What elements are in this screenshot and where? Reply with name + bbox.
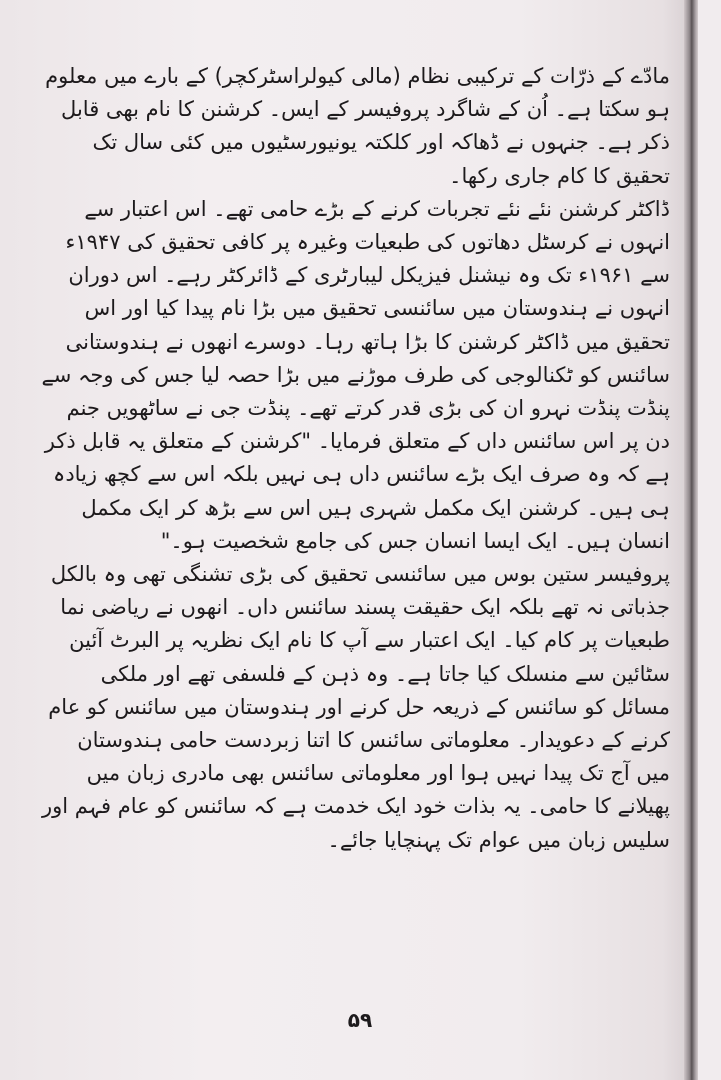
paragraph-2: ڈاکٹر کرشنن نئے نئے تجربات کرنے کے بڑے حامی تھے۔ اس اعتبار سے انہوں نے کرسٹل دھاتوں کی طبعیات وغیرہ پر کافی تحقیق کی ۱۹۴۷ء سے ۱۹۶۱ء تک وہ نیشنل فیزیکل لیبارٹری کے ڈائرکٹر رہے۔ اس دوران انہوں نے ہندوستان میں سائنسی تحقیق میں بڑا نام پیدا کیا اور اس تحقیق میں ڈاکٹر کرشنن کا بڑا ہاتھ رہا۔ دوسرے انھوں نے ہندوستانی سائنس کو ٹکنالوجی کی طرف موڑنے میں بڑا حصہ لیا جس کی وجہ سے پنڈت پنڈت نہرو ان کی بڑی قدر کرتے تھے۔ پنڈت جی نے ساٹھویں جنم دن پر اس سائنس داں کے متعلق فرمایا۔ "کرشنن کے متعلق یہ قابل ذکر ہے کہ وہ صرف ایک بڑے سائنس داں ہی نہیں بلکہ اس سے کچھ زیادہ ہی ہیں۔ کرشنن ایک مکمل شہری ہیں اس سے بڑھ کر ایک مکمل انسان ہیں۔ ایک ایسا انسان جس کی جامع شخصیت ہو۔" — [41, 196, 670, 553]
page-number: ۵۹ — [347, 1008, 373, 1032]
paragraph-3: پروفیسر ستین بوس میں سائنسی تحقیق کی بڑی تشنگی تھی وہ بالکل جذباتی نہ تھے بلکہ ایک حقیقت پسند سائنس داں۔ انھوں نے ریاضی نما طبعیات پر کام کیا۔ ایک اعتبار سے آپ کا نام ایک نظریہ پر البرٹ آئین سٹائین سے منسلک کیا جاتا ہے۔ وہ ذہن کے فلسفی تھے اور ملکی مسائل کو سائنس کے ذریعہ حل کرنے اور ہندوستان میں سائنس کو عام کرنے کے دعویدار۔ معلوماتی سائنس کا اتنا زبردست حامی ہندوستان میں آج تک پیدا نہیں ہوا اور معلوماتی سائنس بھی مادری زبان میں پھیلانے کا حامی۔ یہ بذات خود ایک خدمت ہے کہ سائنس کو عام فہم اور سلیس زبان میں عوام تک پہنچایا جائے۔ — [41, 562, 670, 852]
paragraph-1: مادّے کے ذرّات کے ترکیبی نظام (مالی کیولراسٹرکچر) کے بارے میں معلوم ہو سکتا ہے۔ اُن کے شاگرد پروفیسر کے ایس۔ کرشنن کا نام بھی قابل ذکر ہے۔ جنہوں نے ڈھاکہ اور کلکتہ یونیورسٹیوں میں کئی سال تک تحقیق کا کام جاری رکھا۔ — [45, 64, 670, 188]
page-body — [40, 60, 670, 857]
book-gutter — [684, 0, 698, 1080]
adjacent-page-edge — [698, 0, 721, 1080]
